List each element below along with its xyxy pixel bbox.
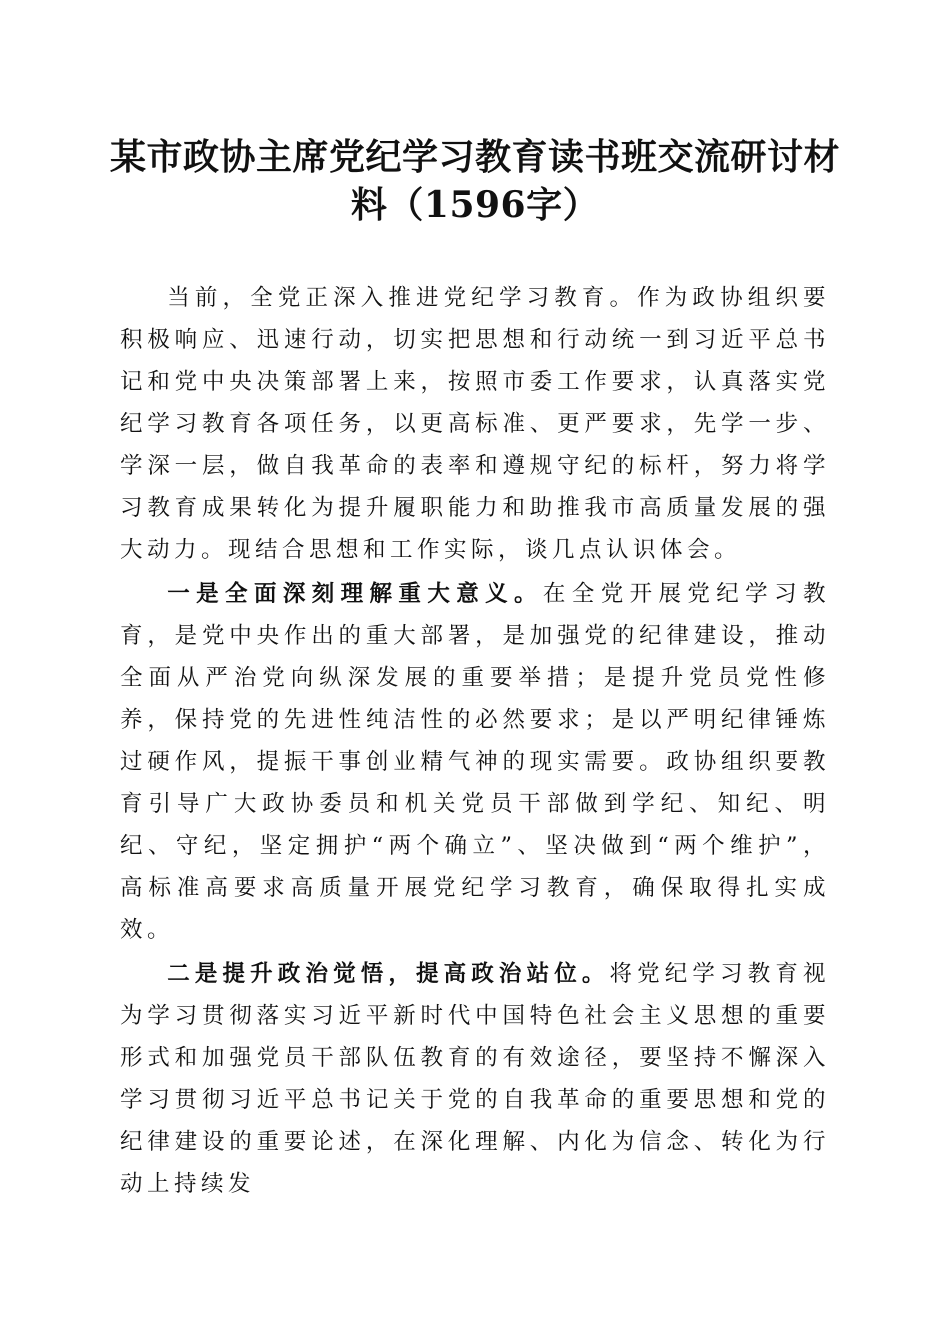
paragraph-text: 当前，全党正深入推进党纪学习教育。作为政协组织要积极响应、迅速行动，切实把思想和行动统一到习近平总书记和党中央决策部署上来，按照市委工作要求，认真落实党纪学习教育各项任务，以更高标准、更严要求，先学一步、学深一层，做自我革命的表率和遵规守纪的标杆，努力将学习教育成果转化为提升履职能力和助推我市高质量发展的强大动力。现结合思想和工作实际，谈几点认识体会。 bbox=[120, 285, 830, 563]
paragraph-lead: 二是提升政治觉悟，提高政治站位。 bbox=[167, 961, 610, 987]
document-body bbox=[120, 277, 830, 1205]
document-title: 某市政协主席党纪学习教育读书班交流研讨材料（1596字） bbox=[109, 136, 840, 226]
paragraph-point-one bbox=[120, 573, 830, 951]
paragraph-text: 将党纪学习教育视为学习贯彻落实习近平新时代中国特色社会主义思想的重要形式和加强党员干部队伍教育的有效途径，要坚持不懈深入学习贯彻习近平总书记关于党的自我革命的重要思想和党的纪律建设的重要论述，在深化理解、内化为信念、转化为行动上持续发 bbox=[120, 961, 830, 1197]
paragraph-lead: 一是全面深刻理解重大意义。 bbox=[167, 581, 543, 607]
paragraph-text: 在全党开展党纪学习教育，是党中央作出的重大部署，是加强党的纪律建设，推动全面从严治党向纵深发展的重要举措；是提升党员党性修养，保持党的先进性纯洁性的必然要求；是以严明纪律锤炼过硬作风，提振干事创业精气神的现实需要。政协组织要教育引导广大政协委员和机关党员干部做到学纪、知纪、明纪、守纪，坚定拥护“两个确立”、坚决做到“两个维护”，高标准高要求高质量开展党纪学习教育，确保取得扎实成效。 bbox=[120, 581, 830, 943]
paragraph-point-two bbox=[120, 953, 830, 1205]
paragraph-intro bbox=[120, 277, 830, 571]
